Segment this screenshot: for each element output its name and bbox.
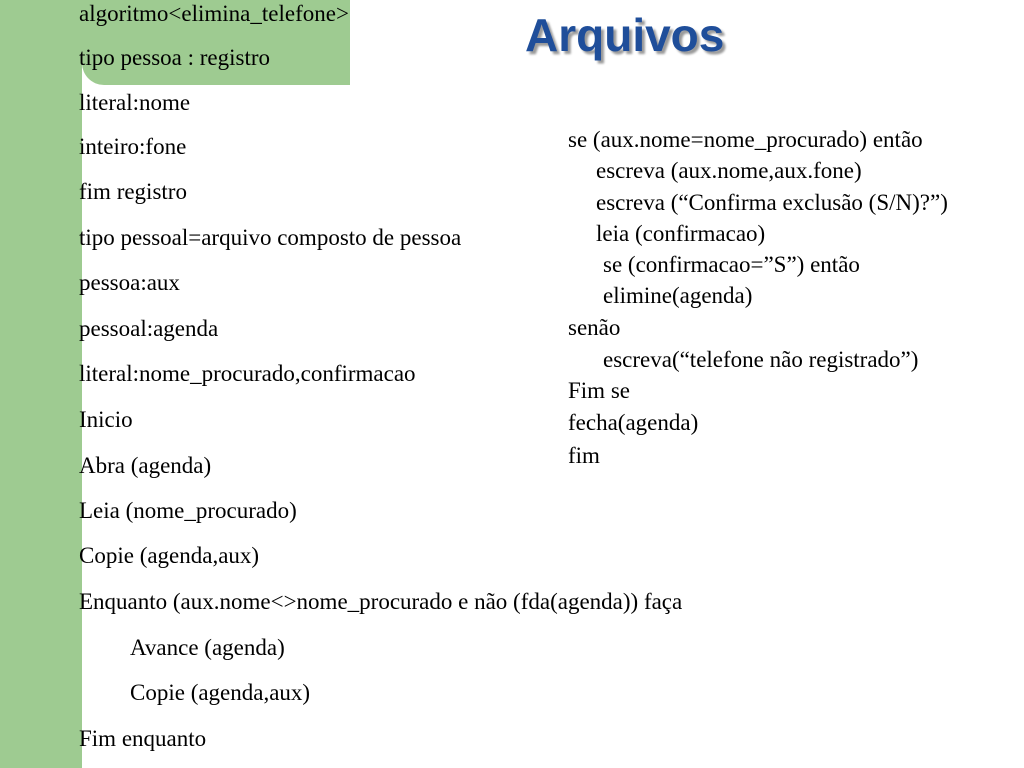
code-line-16: Fim enquanto bbox=[79, 726, 207, 751]
code-line-2: literal:nome bbox=[79, 90, 191, 115]
code-line-14: Avance (agenda) bbox=[130, 635, 285, 660]
code-line-11: Leia (nome_procurado) bbox=[79, 498, 297, 523]
right-line-1: escreva (aux.nome,aux.fone) bbox=[596, 158, 862, 183]
left-green-bar bbox=[0, 0, 82, 768]
code-line-1: tipo pessoa : registro bbox=[79, 45, 270, 70]
code-line-12: Copie (agenda,aux) bbox=[79, 543, 260, 568]
code-line-6: pessoa:aux bbox=[79, 270, 180, 295]
code-line-3: inteiro:fone bbox=[79, 134, 187, 159]
right-line-0: se (aux.nome=nome_procurado) então bbox=[568, 127, 923, 152]
code-line-0: algoritmo<elimina_telefone> bbox=[79, 1, 349, 26]
code-line-7: pessoal:agenda bbox=[79, 316, 219, 341]
code-line-5: tipo pessoal=arquivo composto de pessoa bbox=[79, 225, 462, 250]
right-line-3: leia (confirmacao) bbox=[596, 221, 766, 246]
slide-title: Arquivos bbox=[525, 9, 725, 61]
right-line-7: escreva(“telefone não registrado”) bbox=[603, 347, 919, 372]
right-line-9: fecha(agenda) bbox=[568, 410, 699, 435]
code-line-10: Abra (agenda) bbox=[79, 453, 212, 478]
code-line-13: Enquanto (aux.nome<>nome_procurado e não (fda(agenda)) faça bbox=[79, 589, 683, 614]
code-line-4: fim registro bbox=[79, 179, 187, 204]
right-line-10: fim bbox=[568, 443, 600, 468]
right-line-4: se (confirmacao=”S”) então bbox=[603, 252, 860, 277]
code-line-8: literal:nome_procurado,confirmacao bbox=[79, 361, 416, 386]
code-line-9: Inicio bbox=[79, 407, 133, 432]
code-line-15: Copie (agenda,aux) bbox=[130, 680, 311, 705]
right-line-2: escreva (“Confirma exclusão (S/N)?”) bbox=[596, 190, 948, 215]
right-line-6: senão bbox=[568, 315, 621, 340]
right-line-5: elimine(agenda) bbox=[603, 283, 753, 308]
right-line-8: Fim se bbox=[568, 378, 630, 403]
